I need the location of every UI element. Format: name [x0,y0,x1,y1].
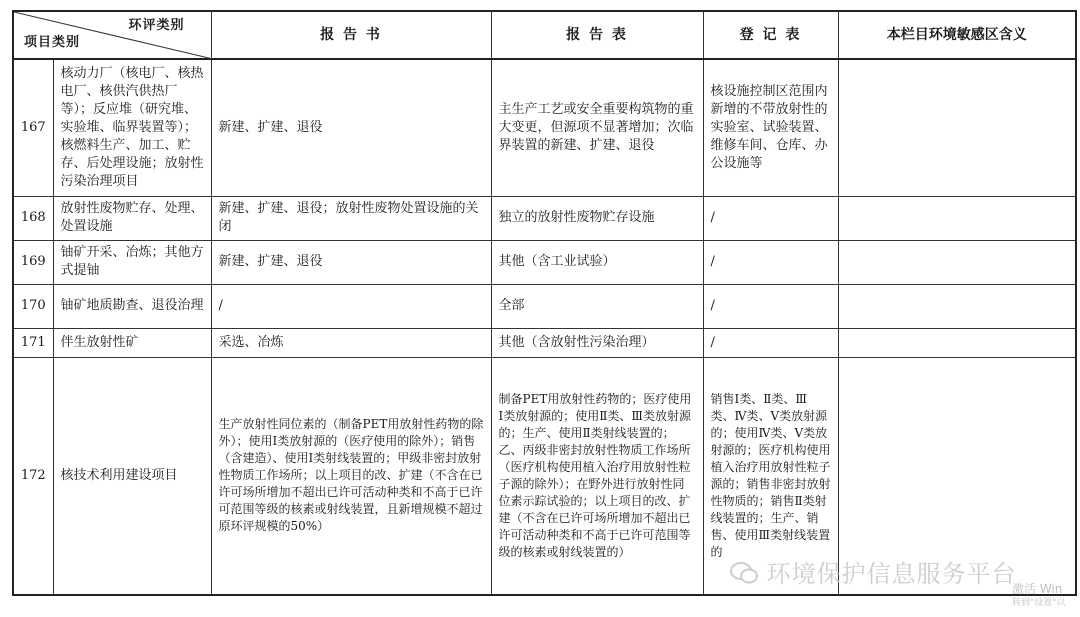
eia-category-table [12,10,1077,596]
row-report-form: 制备PET用放射性药物的；医疗使用Ⅰ类放射源的；使用Ⅱ类、Ⅲ类放射源的；生产、使用Ⅱ类射线装置的；乙、丙级非密封放射性物质工作场所（医疗机构使用植入治疗用放射性粒子源的除外）；在野外进行放射性同位素示踪试验的；以上项目的改、扩建（不含在已许可场所增加不超出已许可活动种类和不高于已许可范围等级的核素或射线装置的） [491,357,703,595]
row-register: / [703,284,838,328]
row-category: 铀矿地质勘查、退役治理 [53,284,211,328]
row-report-book: 新建、扩建、退役；放射性废物处置设施的关闭 [211,196,491,240]
table-row [13,284,1076,328]
row-number: 169 [13,240,53,284]
wechat-icon [730,562,758,584]
header-register: 登 记 表 [703,11,838,59]
row-sensitive [838,284,1076,328]
row-register: / [703,328,838,357]
row-report-form: 主生产工艺或安全重要构筑物的重大变更，但源项不显著增加；次临界装置的新建、扩建、退役 [491,59,703,196]
header-corner-top: 环评类别 [128,18,185,33]
row-number: 172 [13,357,53,595]
table-header-row [13,11,1076,59]
row-sensitive [838,240,1076,284]
row-sensitive [838,328,1076,357]
row-category: 核动力厂（核电厂、核热电厂、核供汽供热厂等）；反应堆（研究堆、实验堆、临界装置等）；核燃料生产、加工、贮存、后处理设施；放射性污染治理项目 [53,59,211,196]
row-report-book: / [211,284,491,328]
header-report-form: 报 告 表 [491,11,703,59]
row-number: 170 [13,284,53,328]
row-category: 放射性废物贮存、处理、处置设施 [53,196,211,240]
header-diagonal-cell [13,11,211,59]
windows-activation-notice [1012,582,1065,610]
row-register: 销售Ⅰ类、Ⅱ类、Ⅲ类、Ⅳ类、Ⅴ类放射源的；使用Ⅳ类、Ⅴ类放射源的；医疗机构使用植入治疗用放射性粒子源的；销售非密封放射性物质的；销售Ⅱ类射线装置的；生产、销售、使用Ⅲ类射线装置的 [703,357,838,595]
windows-activation-title: 激活 Win [1012,582,1063,596]
table-row [13,196,1076,240]
row-report-form: 其他（含放射性污染治理） [491,328,703,357]
row-report-form: 全部 [491,284,703,328]
header-report-book: 报 告 书 [211,11,491,59]
row-report-form: 其他（含工业试验） [491,240,703,284]
row-category: 核技术利用建设项目 [53,357,211,595]
row-report-book: 采选、冶炼 [211,328,491,357]
row-report-form: 独立的放射性废物贮存设施 [491,196,703,240]
table-row [13,59,1076,196]
row-report-book: 生产放射性同位素的（制备PET用放射性药物的除外）；使用I类放射源的（医疗使用的除外）；销售（含建造）、使用I类射线装置的；甲级非密封放射性物质工作场所；以上项目的改、扩建（不含在已许可场所增加不超出已许可活动种类和不高于已许可范围等级的核素或射线装置，且新增规模不超过原环评规模的50%） [211,357,491,595]
row-register: 核设施控制区范围内新增的不带放射性的实验室、试验装置、维修车间、仓库、办公设施等 [703,59,838,196]
watermark-text: 环境保护信息服务平台 [766,560,1017,588]
row-report-book: 新建、扩建、退役 [211,59,491,196]
watermark [730,554,1017,589]
row-report-book: 新建、扩建、退役 [211,240,491,284]
header-sensitive-area: 本栏目环境敏感区含义 [838,11,1076,59]
row-sensitive [838,59,1076,196]
row-category: 铀矿开采、冶炼；其他方式提铀 [53,240,211,284]
row-number: 168 [13,196,53,240]
table-row [13,328,1076,357]
row-category: 伴生放射性矿 [53,328,211,357]
row-register: / [703,240,838,284]
row-number: 167 [13,59,53,196]
row-sensitive [838,196,1076,240]
row-register: / [703,196,838,240]
table-row [13,240,1076,284]
windows-activation-subtitle: 转到"设置"以 [1012,598,1066,608]
row-number: 171 [13,328,53,357]
header-corner-bottom: 项目类别 [24,35,81,50]
